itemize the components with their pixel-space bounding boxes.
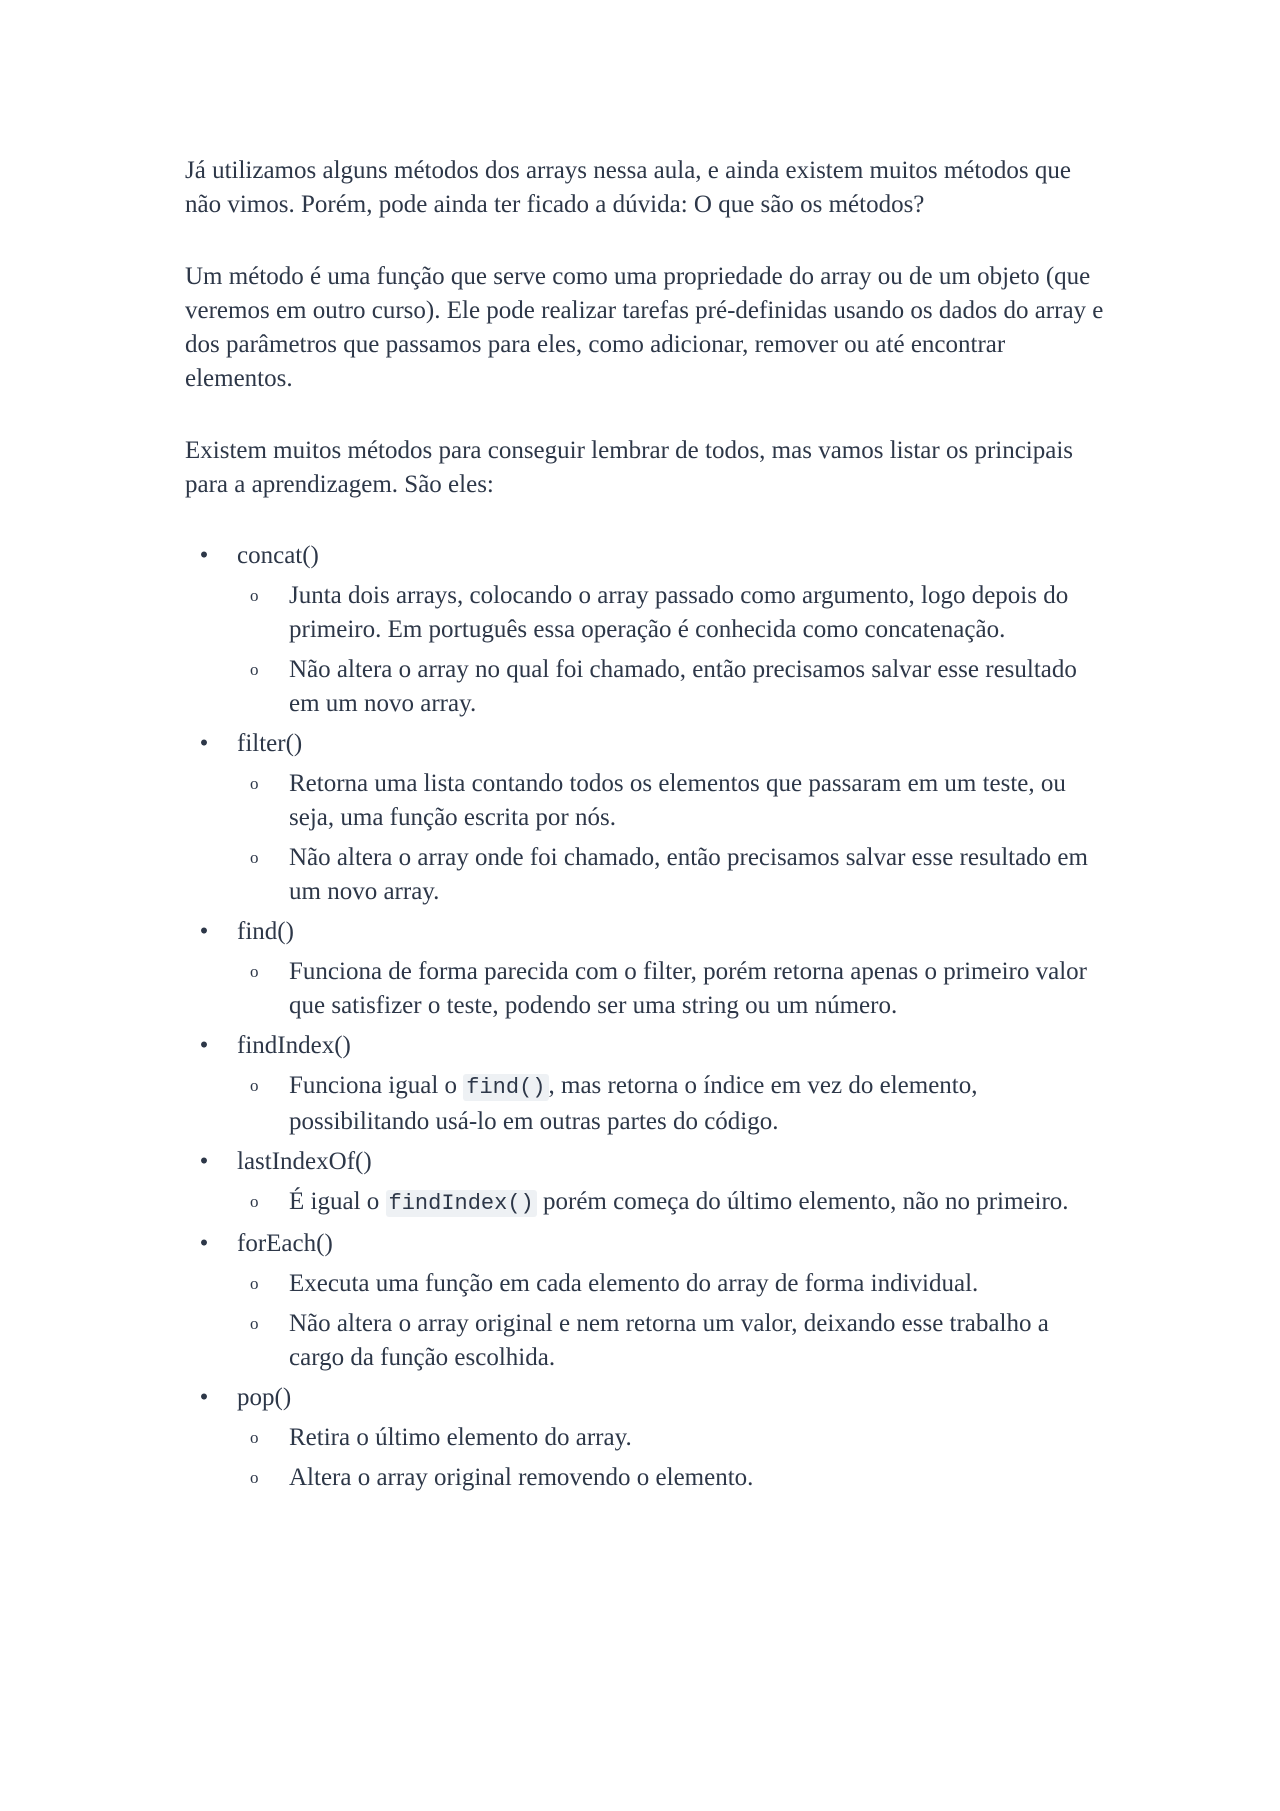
note-text: Funciona igual o (289, 1072, 464, 1099)
method-name: find() (237, 918, 294, 945)
circle-bullet-icon: o (250, 1468, 259, 1487)
method-item (185, 1029, 1105, 1139)
inline-code: findIndex() (386, 1190, 537, 1217)
method-notes (237, 1185, 1105, 1221)
method-note (237, 579, 1105, 647)
note-text: Retorna uma lista contando todos os elementos que passaram em um teste, ou seja, uma função escrita por nós. (289, 770, 1066, 831)
circle-bullet-icon: o (250, 1314, 259, 1333)
circle-bullet-icon: o (250, 660, 259, 679)
method-item (185, 915, 1105, 1023)
method-note (237, 1185, 1105, 1221)
method-name: pop() (237, 1384, 292, 1411)
document-body (185, 154, 1105, 1501)
method-note (237, 1069, 1105, 1139)
bullet-icon: • (199, 1384, 209, 1411)
note-text: , mas retorna o índice em vez do elemento, possibilitando usá-lo em outras partes do código. (289, 1072, 978, 1135)
circle-bullet-icon: o (250, 1274, 259, 1293)
method-notes (237, 767, 1105, 909)
method-note (237, 955, 1105, 1023)
bullet-icon: • (199, 1032, 209, 1059)
method-item (185, 1227, 1105, 1375)
circle-bullet-icon: o (250, 586, 259, 605)
note-text: Junta dois arrays, colocando o array passado como argumento, logo depois do primeiro. Em português essa operação é conhecida como concatenação. (289, 582, 1069, 643)
circle-bullet-icon: o (250, 1192, 259, 1211)
method-note (237, 841, 1105, 909)
note-text: Executa uma função em cada elemento do array de forma individual. (289, 1270, 979, 1297)
inline-code: find() (463, 1074, 548, 1101)
method-note (237, 1461, 1105, 1495)
method-note (237, 653, 1105, 721)
note-text: Retira o último elemento do array. (289, 1424, 632, 1451)
method-note (237, 1307, 1105, 1375)
method-item (185, 1381, 1105, 1495)
method-notes (237, 579, 1105, 721)
bullet-icon: • (199, 1230, 209, 1257)
methods-list (185, 539, 1105, 1495)
intro-paragraph-3: Existem muitos métodos para conseguir lembrar de todos, mas vamos listar os principais para a aprendizagem. São eles: (185, 437, 1074, 498)
method-notes (237, 955, 1105, 1023)
method-item (185, 539, 1105, 721)
method-notes (237, 1267, 1105, 1375)
method-note (237, 1267, 1105, 1301)
method-notes (237, 1069, 1105, 1139)
note-text: Funciona de forma parecida com o filter, porém retorna apenas o primeiro valor que satisfizer o teste, podendo ser uma string ou um número. (289, 958, 1087, 1019)
method-name: findIndex() (237, 1032, 351, 1059)
method-name: filter() (237, 730, 303, 757)
circle-bullet-icon: o (250, 774, 259, 793)
circle-bullet-icon: o (250, 848, 259, 867)
note-text: É igual o (289, 1188, 386, 1215)
method-note (237, 767, 1105, 835)
method-notes (237, 1421, 1105, 1495)
note-text: porém começa do último elemento, não no primeiro. (536, 1188, 1069, 1215)
circle-bullet-icon: o (250, 962, 259, 981)
method-name: lastIndexOf() (237, 1148, 372, 1175)
method-item (185, 727, 1105, 909)
method-note (237, 1421, 1105, 1455)
bullet-icon: • (199, 918, 209, 945)
method-item (185, 1145, 1105, 1221)
method-name: concat() (237, 542, 319, 569)
note-text: Não altera o array no qual foi chamado, então precisamos salvar esse resultado em um novo array. (289, 656, 1077, 717)
intro-paragraph-2: Um método é uma função que serve como uma propriedade do array ou de um objeto (que veremos em outro curso). Ele pode realizar tarefas pré-definidas usando os dados do array e dos parâmetros que passamos para eles, como adicionar, remover ou até encontrar elementos. (185, 263, 1104, 392)
bullet-icon: • (199, 542, 209, 569)
note-text: Não altera o array onde foi chamado, então precisamos salvar esse resultado em um novo array. (289, 844, 1088, 905)
circle-bullet-icon: o (250, 1428, 259, 1447)
bullet-icon: • (199, 730, 209, 757)
circle-bullet-icon: o (250, 1076, 259, 1095)
note-text: Altera o array original removendo o elemento. (289, 1464, 754, 1491)
bullet-icon: • (199, 1148, 209, 1175)
note-text: Não altera o array original e nem retorna um valor, deixando esse trabalho a cargo da função escolhida. (289, 1310, 1049, 1371)
intro-paragraph-1: Já utilizamos alguns métodos dos arrays nessa aula, e ainda existem muitos métodos que não vimos. Porém, pode ainda ter ficado a dúvida: O que são os métodos? (185, 157, 1071, 218)
method-name: forEach() (237, 1230, 333, 1257)
